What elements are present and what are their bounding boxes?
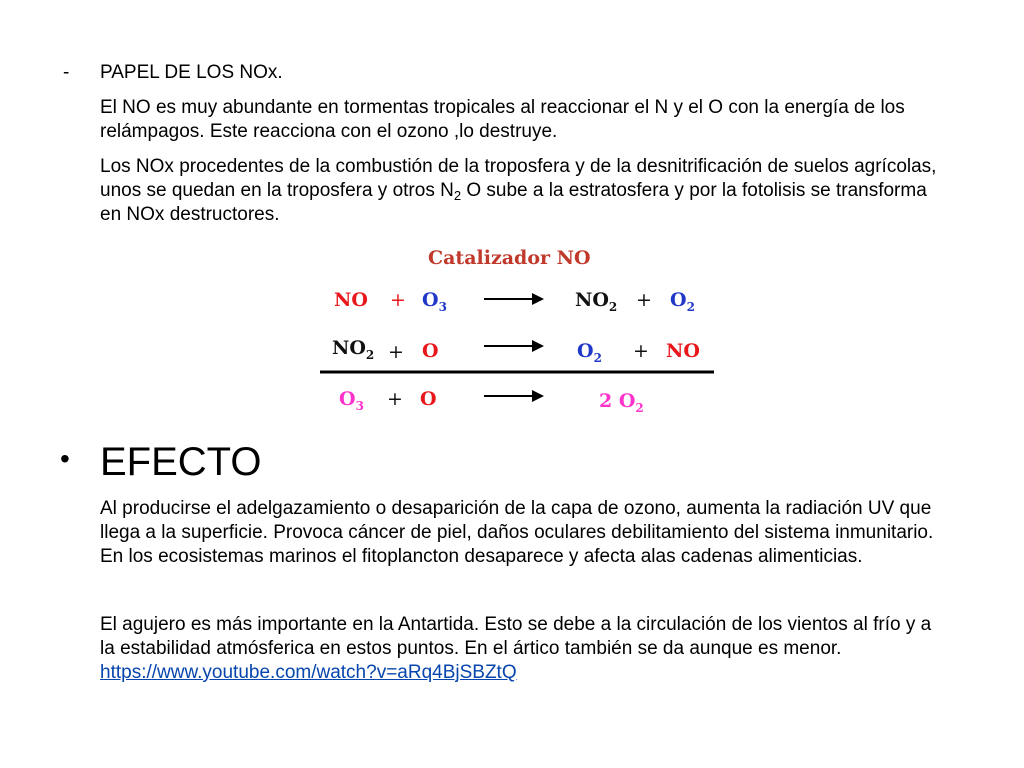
paragraph-no-storms: El NO es muy abundante en tormentas tropicales al reaccionar el N y el O con la energía de los relámpagos. Este reacciona con el ozono ,lo destruye.	[100, 97, 905, 142]
r1-reactant-no: NO	[334, 289, 368, 311]
subscript-2: 2	[453, 188, 462, 203]
r2-product-o2: $O_2$	[577, 340, 602, 365]
paragraph-antarctic-text: El agujero es más importante en la Antartida. Esto se debe a la circulación de los vientos al frío y a la estabilidad atmósferica en estos puntos. En el ártico también se da aunque es menor.	[100, 614, 932, 659]
paragraph-ozone-effects: Al producirse el adelgazamiento o desaparición de la capa de ozono, aumenta la radiación UV que llega a la superficie. Provoca cáncer de piel, daños oculares debilitamiento del sistema inmunitario. En los ecosistemas marinos el fitoplancton desaparece y afecta alas cadenas alimenticias.	[100, 498, 934, 567]
bullet-marker: •	[60, 443, 70, 474]
r1-reactant-o3: $O_3$	[422, 289, 447, 314]
arrow-icon	[484, 390, 544, 402]
r3-reactant-o: O	[420, 388, 437, 410]
r1-product-o2: $O_2$	[670, 289, 695, 314]
r2-plus-2: +	[633, 340, 649, 362]
reactions-title: Catalizador NO	[428, 247, 591, 269]
r3-plus: +	[387, 388, 403, 410]
r2-reactant-no2: $NO_2$	[332, 337, 375, 362]
youtube-link[interactable]: https://www.youtube.com/watch?v=aRq4BjSBZtQ	[100, 662, 517, 683]
section-title-efecto: EFECTO	[100, 440, 262, 484]
paragraph-nox-sources-part2: O sube a la estratosfera y por la fotolisis se transforma en NOx destructores.	[100, 180, 927, 225]
r1-plus-1: +	[390, 289, 406, 311]
paragraph-antarctic-hole	[100, 613, 950, 685]
r1-plus-2: +	[636, 289, 652, 311]
list-dash-marker: -	[63, 62, 70, 83]
r2-reactant-o: O	[422, 340, 439, 362]
r3-reactant-o3: $O_3$	[339, 388, 364, 413]
r2-plus-1: +	[388, 341, 404, 363]
r1-product-no2: $NO_2$	[575, 289, 618, 314]
section-title-nox: PAPEL DE LOS NOx.	[100, 62, 283, 83]
paragraph-nox-sources-part1: Los NOx procedentes de la combustión de la troposfera y de la desnitrificación de suelos agrícolas, unos se quedan en la troposfera y otros N	[100, 156, 937, 201]
arrow-icon	[484, 293, 544, 305]
arrow-icon	[484, 340, 544, 352]
r3-product-2o2: 2 $O_2$	[599, 390, 644, 415]
r2-product-no: NO	[666, 340, 700, 362]
